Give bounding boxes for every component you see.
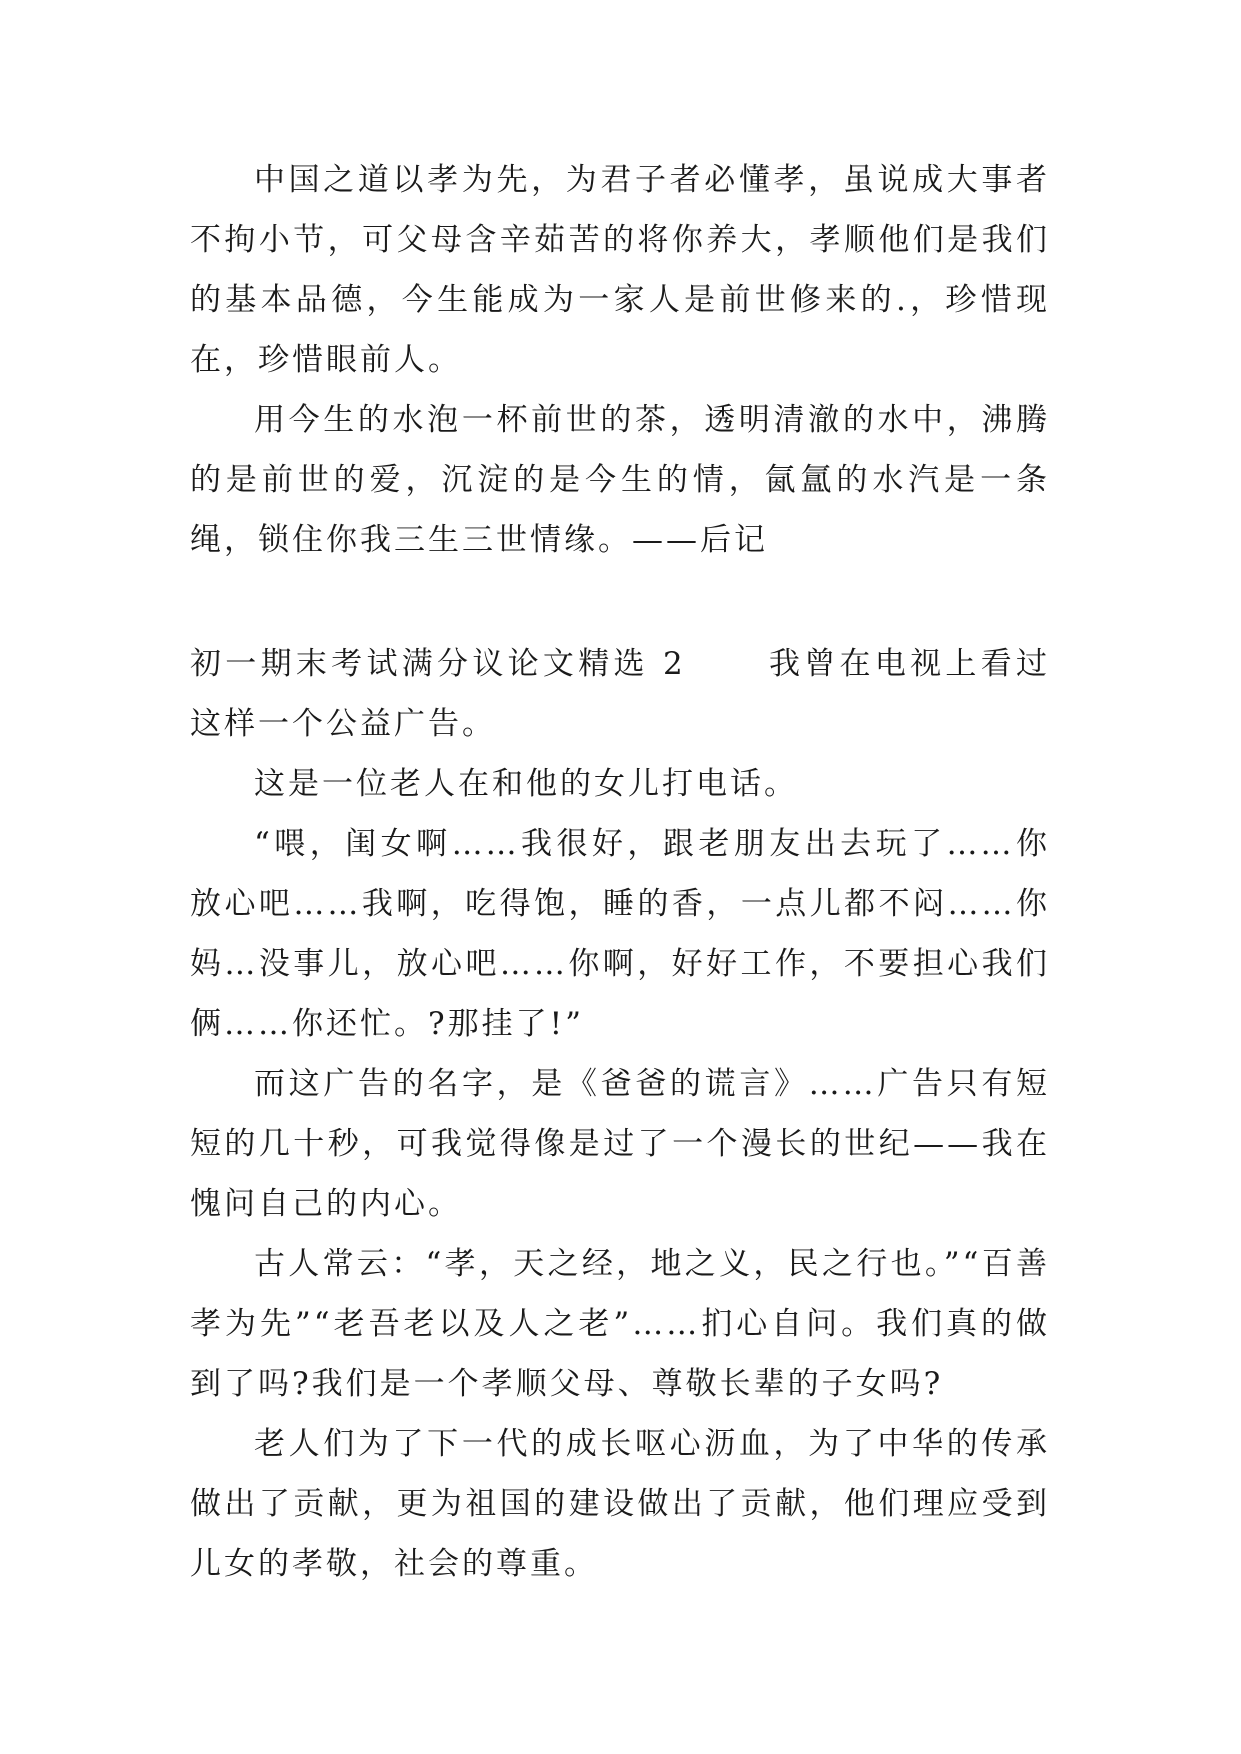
paragraph: 而这广告的名字，是《爸爸的谎言》……广告只有短短的几十秒，可我觉得像是过了一个漫长的世纪——我在愧问自己的内心。 <box>190 1066 1050 1222</box>
paragraph: “喂，闺女啊……我很好，跟老朋友出去玩了……你放心吧……我啊，吃得饱，睡的香，一点儿都不闷……你妈…没事儿，放心吧……你啊，好好工作，不要担心我们俩……你还忙。?那挂了!” <box>190 826 1050 1042</box>
paragraph: 用今生的水泡一杯前世的茶，透明清澈的水中，沸腾的是前世的爱，沉淀的是今生的情，氤氲的水汽是一条绳，锁住你我三生三世情缘。——后记 <box>190 402 1050 558</box>
section-heading-line <box>190 634 1050 754</box>
section-gap <box>190 570 1050 634</box>
section-first-text: 我曾在电视上看过这样一个公益广告。 <box>190 646 1051 742</box>
paragraph: 这是一位老人在和他的女儿打电话。 <box>254 766 798 802</box>
section-title: 初一期末考试满分议论文精选 2 <box>190 646 686 682</box>
paragraph: 老人们为了下一代的成长呕心沥血，为了中华的传承做出了贡献，更为祖国的建设做出了贡献，他们理应受到儿女的孝敬，社会的尊重。 <box>190 1426 1050 1582</box>
document-body <box>190 150 1050 1594</box>
paragraph: 古人常云：“孝，天之经，地之义，民之行也。”“百善孝为先”“老吾老以及人之老”……扪心自问。我们真的做到了吗?我们是一个孝顺父母、尊敬长辈的子女吗? <box>190 1246 1050 1402</box>
paragraph: 中国之道以孝为先，为君子者必懂孝，虽说成大事者不拘小节，可父母含辛茹苦的将你养大，孝顺他们是我们的基本品德，今生能成为一家人是前世修来的.，珍惜现在，珍惜眼前人。 <box>190 162 1050 378</box>
